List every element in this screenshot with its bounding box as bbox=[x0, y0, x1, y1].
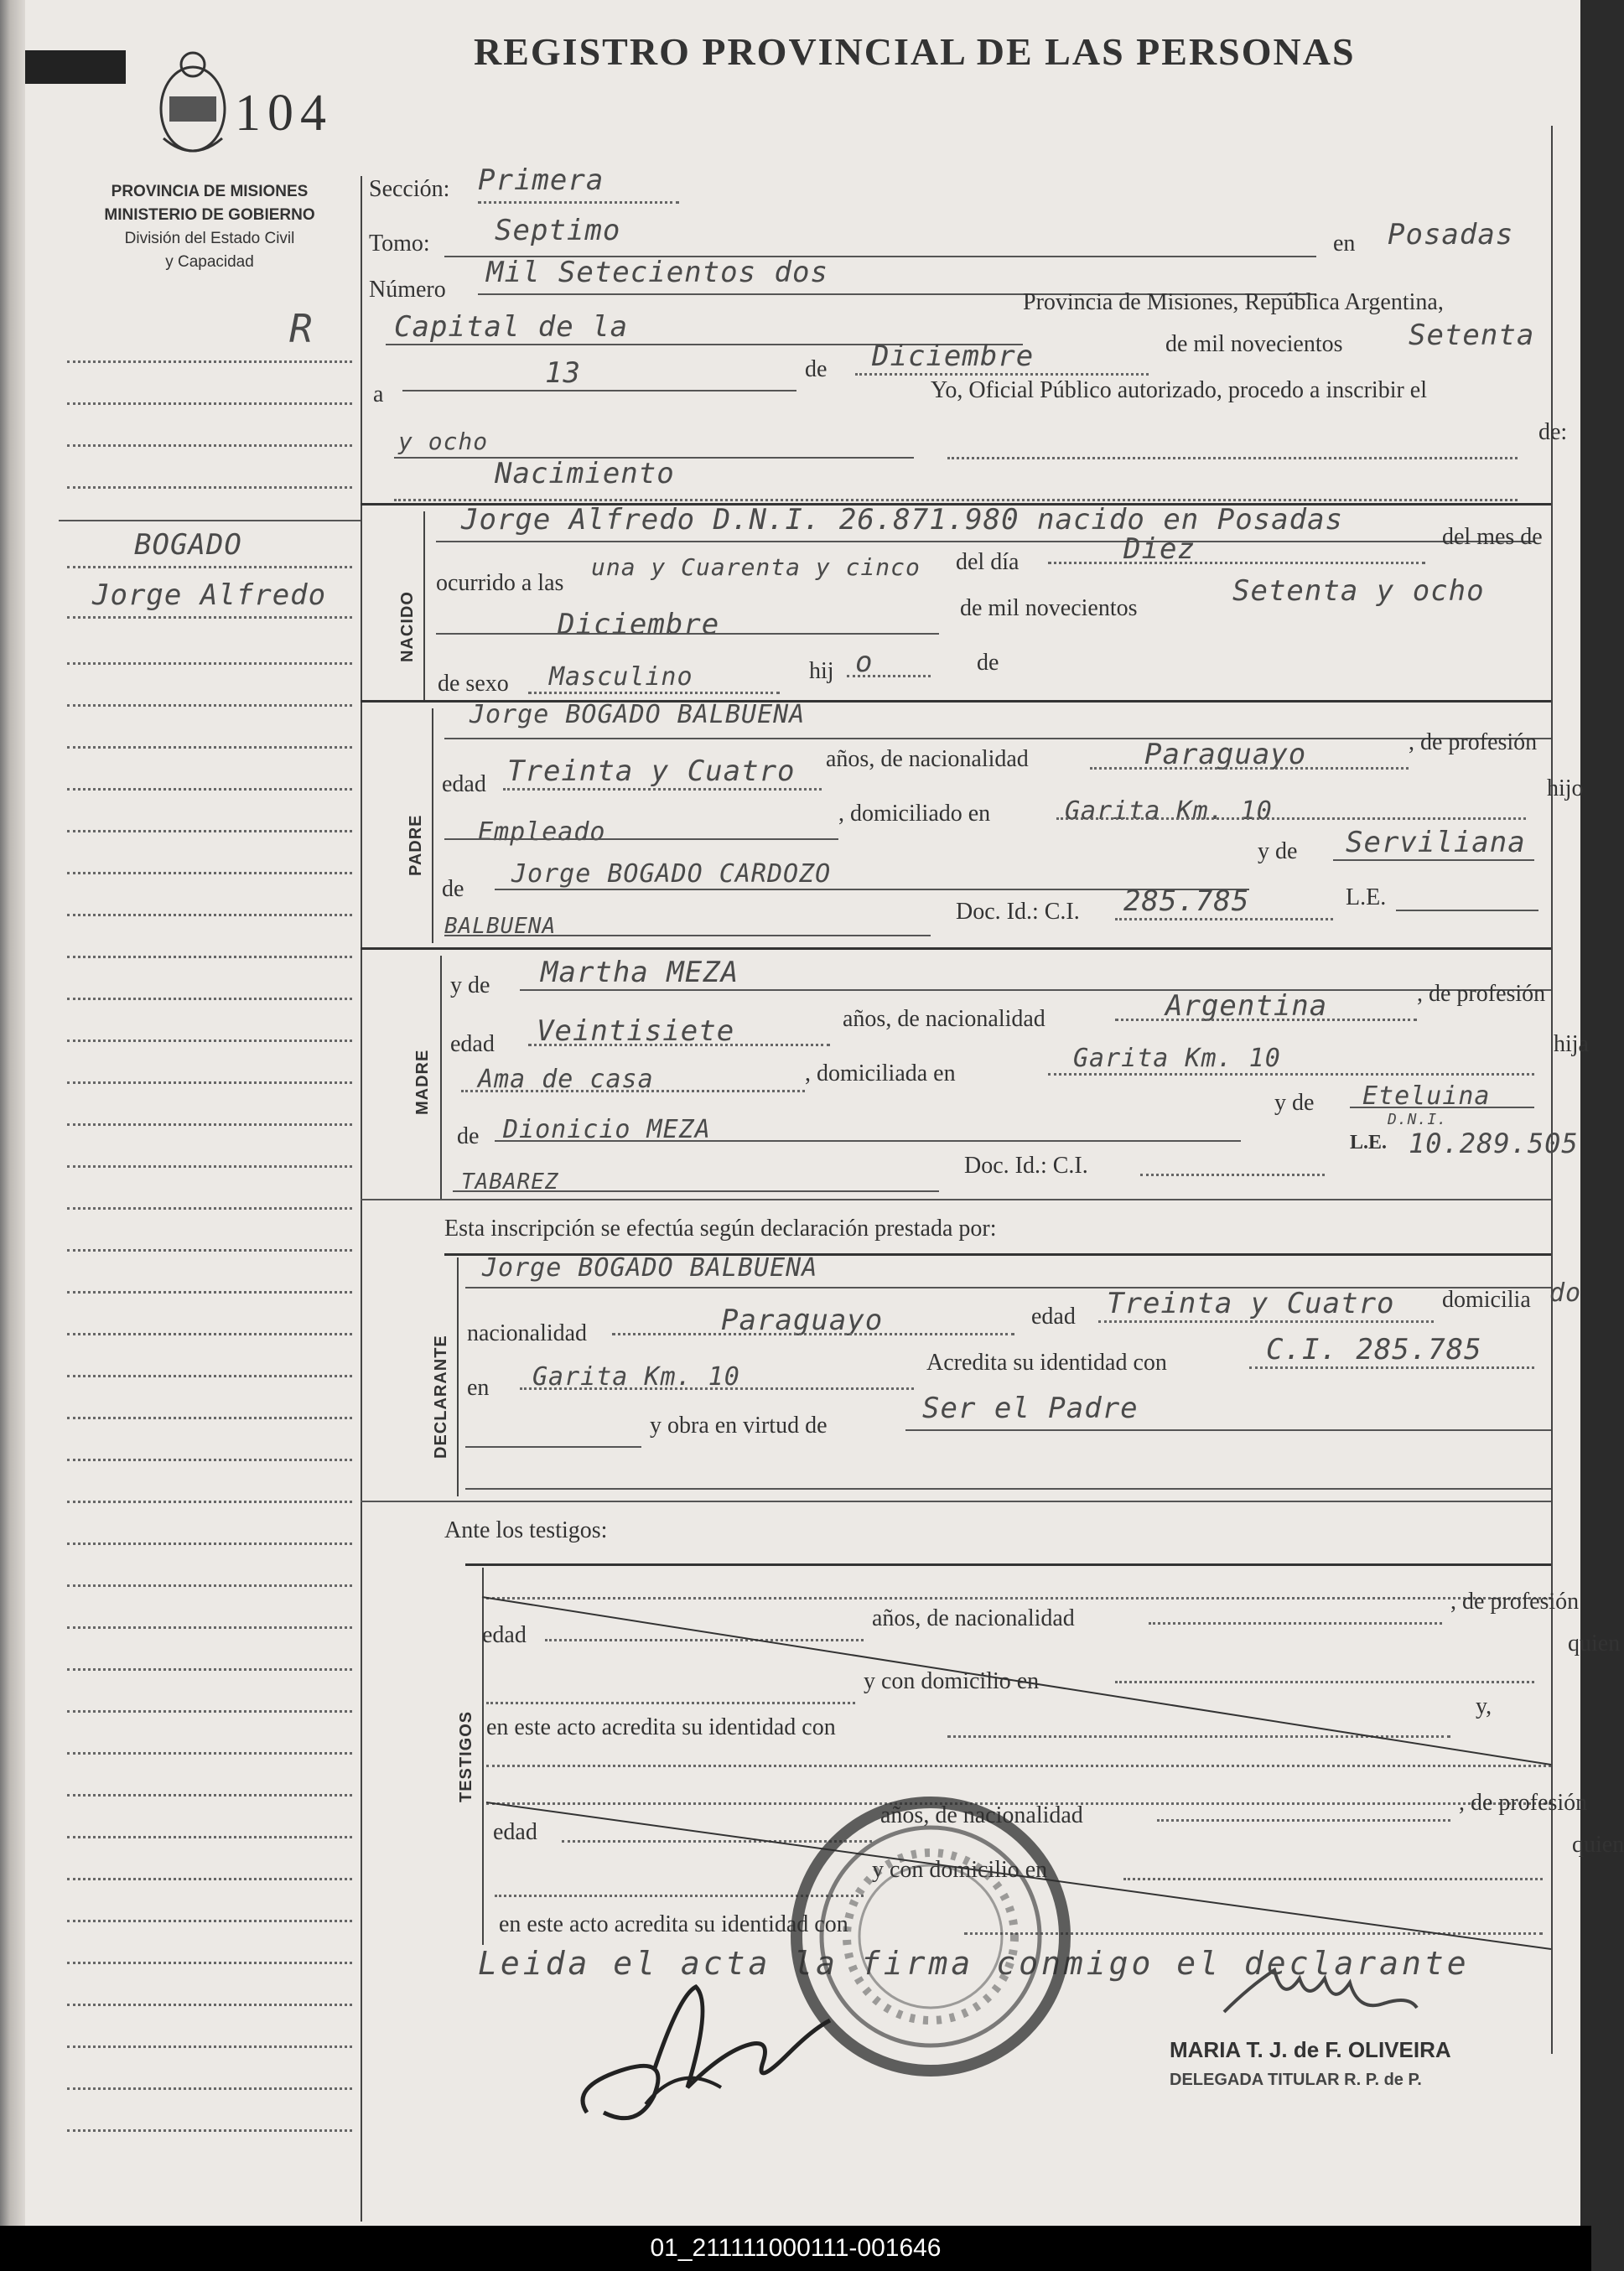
label-t2-domicilio: y con domicilio en bbox=[872, 1857, 1048, 1883]
ministry-line-4: y Capacidad bbox=[165, 253, 254, 271]
label-anos-nac-madre: años, de nacionalidad bbox=[843, 1006, 1045, 1032]
field-padre-profesion: Empleado bbox=[478, 817, 606, 847]
label-profesion-madre: , de profesión bbox=[1417, 981, 1546, 1007]
label-t2-quien: quien bbox=[1572, 1832, 1624, 1858]
official-name: MARIA T. J. de F. OLIVEIRA bbox=[1170, 2037, 1451, 2062]
margin-surname: BOGADO bbox=[134, 528, 242, 562]
label-ante: Ante los testigos: bbox=[444, 1517, 608, 1543]
label-yo: Yo, Oficial Público autorizado, procedo a inscribir el bbox=[931, 377, 1428, 403]
label-del-dia: del día bbox=[956, 549, 1020, 575]
ministry-line-2: MINISTERIO DE GOBIERNO bbox=[104, 206, 315, 224]
label-tomo: Tomo: bbox=[369, 231, 430, 257]
certificate-number: 104 bbox=[235, 85, 333, 142]
label-hijo: hijo bbox=[1547, 775, 1584, 801]
field-nacido-nombre: Jorge Alfredo D.N.I. 26.871.980 nacido en Posadas bbox=[461, 503, 1344, 537]
label-t-domicilio: y con domicilio en bbox=[864, 1668, 1040, 1694]
section-padre: PADRE bbox=[407, 814, 425, 876]
binding-mark bbox=[25, 50, 126, 84]
label-le: L.E. bbox=[1346, 884, 1387, 910]
label-edad-dec: edad bbox=[1031, 1304, 1076, 1330]
label-t-edad: edad bbox=[482, 1622, 527, 1648]
field-abuelo-m: Dionicio MEZA bbox=[503, 1115, 711, 1144]
page-title: REGISTRO PROVINCIAL DE LAS PERSONAS bbox=[474, 30, 1356, 73]
label-nacionalidad: nacionalidad bbox=[467, 1320, 588, 1346]
field-abuela-m2: TABAREZ bbox=[461, 1169, 559, 1195]
field-padre-ci: 285.785 bbox=[1123, 884, 1250, 918]
official-signature bbox=[1216, 1962, 1425, 2029]
label-de-abuelo-m: de bbox=[457, 1123, 480, 1149]
label-doc-id-padre: Doc. Id.: C.I. bbox=[956, 899, 1080, 925]
image-id: 01_211111000111-001646 bbox=[650, 2234, 942, 2262]
ministry-block bbox=[63, 180, 356, 274]
field-madre-edad: Veintisiete bbox=[537, 1014, 735, 1048]
margin-mark: R bbox=[289, 306, 314, 351]
label-t-acto: en este acto acredita su identidad con bbox=[486, 1714, 836, 1740]
field-madre-nac: Argentina bbox=[1165, 989, 1328, 1023]
field-leida: Leida el acta la firma conmigo el declarante bbox=[478, 1945, 1470, 1982]
field-dec-id: C.I. 285.785 bbox=[1266, 1333, 1482, 1366]
field-abuelo: Jorge BOGADO CARDOZO bbox=[511, 859, 832, 889]
label-seccion: Sección: bbox=[369, 176, 450, 202]
national-emblem-icon bbox=[151, 46, 235, 163]
label-t-prof: , de profesión bbox=[1450, 1589, 1580, 1615]
declarant-signature bbox=[553, 1970, 855, 2138]
label-le-madre: L.E. bbox=[1350, 1132, 1388, 1154]
label-edad-madre: edad bbox=[450, 1031, 495, 1057]
label-y-de: y de bbox=[1258, 838, 1298, 864]
field-capital: Capital de la bbox=[394, 310, 629, 344]
field-acta: Nacimiento bbox=[495, 457, 675, 490]
label-hija: hija bbox=[1554, 1031, 1589, 1057]
field-abuela-m: Eteluina bbox=[1362, 1081, 1491, 1111]
label-t2-acto: en este acto acredita su identidad con bbox=[499, 1911, 848, 1937]
register-page bbox=[25, 0, 1624, 2226]
official-title: DELEGADA TITULAR R. P. de P. bbox=[1170, 2071, 1422, 2089]
field-tomo: Septimo bbox=[495, 214, 621, 247]
field-padre-domicilio: Garita Km. 10 bbox=[1065, 796, 1273, 826]
field-dec-virtud: Ser el Padre bbox=[922, 1392, 1139, 1425]
label-t2-prof: , de profesión bbox=[1459, 1790, 1588, 1816]
testigo-1-cancel-line bbox=[482, 1597, 1555, 1765]
field-padre-nac: Paraguayo bbox=[1144, 738, 1307, 771]
field-abuela2: BALBUENA bbox=[444, 914, 557, 939]
label-t2-anos: años, de nacionalidad bbox=[880, 1802, 1083, 1828]
ministry-line-1: PROVINCIA DE MISIONES bbox=[111, 183, 309, 200]
field-dia: 13 bbox=[545, 356, 581, 390]
label-domiciliado: , domiciliado en bbox=[838, 801, 991, 827]
label-edad-padre: edad bbox=[442, 771, 486, 797]
label-de-mil-nov: de mil novecientos bbox=[960, 595, 1138, 621]
field-declarante-nombre: Jorge BOGADO BALBUENA bbox=[482, 1253, 818, 1283]
ministry-line-3: División del Estado Civil bbox=[124, 230, 295, 247]
field-madre-profesion: Ama de casa bbox=[478, 1065, 654, 1094]
label-hij: hij bbox=[809, 658, 834, 684]
field-dia-nac: Diez bbox=[1123, 532, 1196, 566]
field-mes: Diciembre bbox=[872, 340, 1035, 373]
label-acredita: Acredita su identidad con bbox=[926, 1350, 1167, 1376]
label-t-quien: quien bbox=[1568, 1631, 1621, 1657]
field-anio2: y ocho bbox=[398, 428, 489, 455]
section-declarante: DECLARANTE bbox=[432, 1335, 450, 1459]
label-en: en bbox=[1333, 231, 1356, 257]
field-madre-domicilio: Garita Km. 10 bbox=[1073, 1044, 1281, 1073]
field-anio-nac: Setenta y ocho bbox=[1232, 574, 1485, 608]
label-y-de-madre: y de bbox=[450, 972, 490, 998]
field-seccion: Primera bbox=[478, 163, 604, 197]
margin-given-names: Jorge Alfredo bbox=[92, 578, 327, 612]
label-inscripcion: Esta inscripción se efectúa según declaración prestada por: bbox=[444, 1216, 997, 1242]
field-hij-sufijo: o bbox=[855, 646, 874, 679]
label-domiciliada: , domiciliada en bbox=[805, 1060, 956, 1086]
label-t2-edad: edad bbox=[493, 1819, 537, 1845]
label-de-colon: de: bbox=[1538, 419, 1568, 445]
label-ocurrido: ocurrido a las bbox=[436, 570, 564, 596]
label-anos-nac-padre: años, de nacionalidad bbox=[826, 746, 1029, 772]
label-numero: Número bbox=[369, 277, 446, 303]
section-testigos: TESTIGOS bbox=[457, 1710, 475, 1802]
label-de2: de bbox=[977, 650, 999, 676]
field-hora: una y Cuarenta y cinco bbox=[591, 553, 921, 581]
field-sexo: Masculino bbox=[549, 662, 693, 692]
image-footer bbox=[0, 2226, 1591, 2271]
label-profesion-padre: , de profesión bbox=[1409, 729, 1538, 755]
field-dni-note: D.N.I. bbox=[1388, 1111, 1448, 1128]
label-de-abuelo: de bbox=[442, 876, 464, 902]
label-t-y: y, bbox=[1476, 1693, 1492, 1719]
label-de-sexo: de sexo bbox=[438, 671, 509, 697]
label-de: de bbox=[805, 356, 828, 382]
label-de-mil: de mil novecientos bbox=[1165, 331, 1343, 357]
field-en: Posadas bbox=[1388, 218, 1514, 251]
label-doc-id-madre: Doc. Id.: C.I. bbox=[964, 1153, 1088, 1179]
field-mes-nac: Diciembre bbox=[558, 608, 720, 641]
field-padre-edad: Treinta y Cuatro bbox=[507, 754, 796, 788]
field-madre-nombre: Martha MEZA bbox=[541, 956, 739, 989]
label-domicilia: domicilia bbox=[1442, 1287, 1531, 1313]
field-abuela: Serviliana bbox=[1346, 826, 1526, 859]
label-provincia: Provincia de Misiones, República Argentina, bbox=[1023, 289, 1444, 315]
field-padre-nombre: Jorge BOGADO BALBUENA bbox=[470, 700, 806, 729]
label-en-dec: en bbox=[467, 1375, 490, 1401]
field-madre-le: 10.289.505 bbox=[1409, 1128, 1579, 1159]
field-dec-domicilio: Garita Km. 10 bbox=[532, 1362, 740, 1392]
section-nacido: NACIDO bbox=[398, 591, 417, 662]
field-dec-nac: Paraguayo bbox=[721, 1304, 884, 1337]
field-dec-dom-suffix: do bbox=[1549, 1278, 1582, 1308]
label-t-anos: años, de nacionalidad bbox=[872, 1605, 1075, 1631]
label-a: a bbox=[373, 381, 384, 407]
field-anio: Setenta bbox=[1409, 319, 1535, 352]
label-del-mes: del mes de bbox=[1442, 524, 1543, 550]
label-obra: y obra en virtud de bbox=[650, 1413, 828, 1439]
section-madre: MADRE bbox=[413, 1049, 432, 1115]
field-dec-edad: Treinta y Cuatro bbox=[1107, 1287, 1395, 1320]
label-y-de-m: y de bbox=[1274, 1090, 1315, 1116]
page-binding-edge bbox=[0, 0, 25, 2226]
field-numero: Mil Setecientos dos bbox=[486, 256, 828, 289]
